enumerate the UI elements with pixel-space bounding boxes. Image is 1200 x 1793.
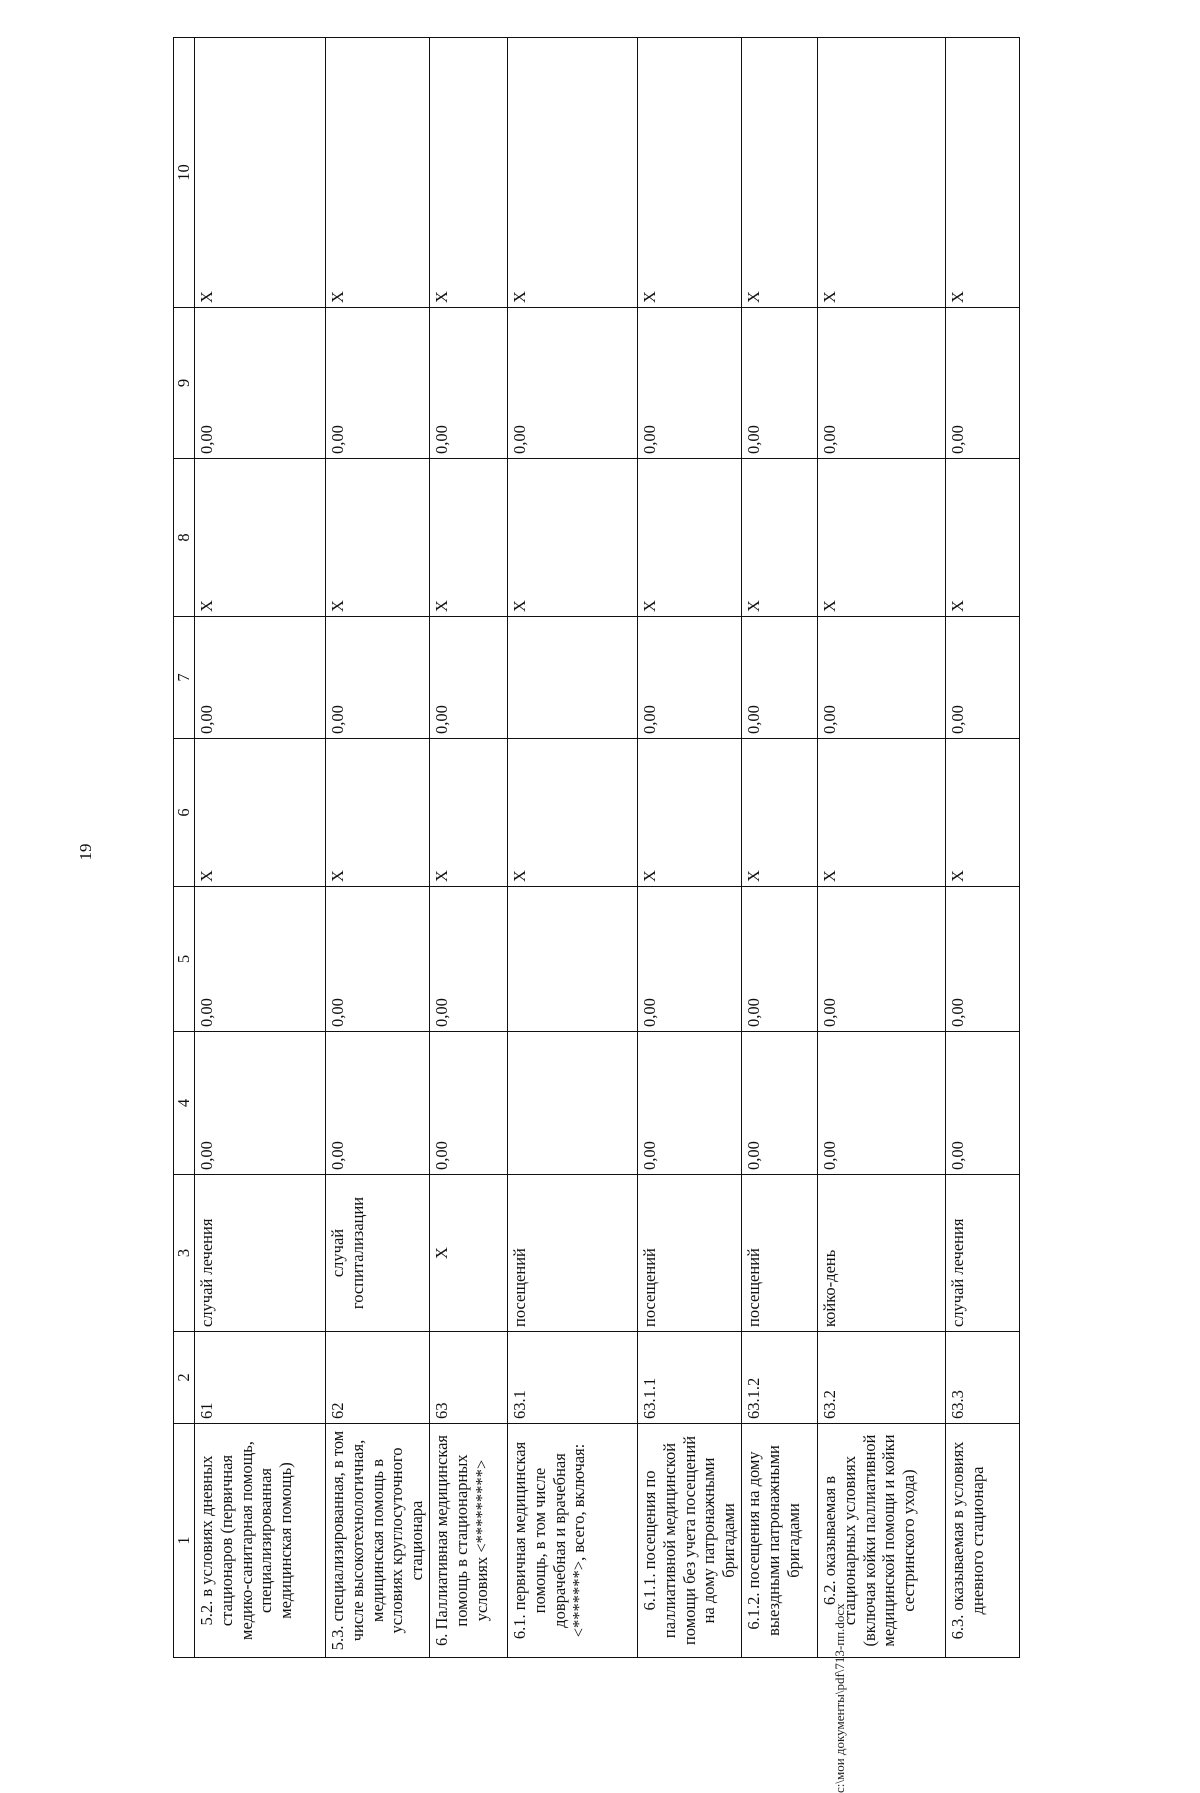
value-cell: X xyxy=(507,739,637,887)
row-label: 5.3. специализированная, в том числе высокотехнологичная, медицинская помощь в условиях круглосуточного стационара xyxy=(326,1424,430,1658)
table-row xyxy=(945,38,1019,1658)
row-code: 63.1.2 xyxy=(741,1332,817,1424)
row-code: 63.3 xyxy=(945,1332,1019,1424)
value-cell: 0,00 xyxy=(195,887,326,1032)
value-cell: X xyxy=(817,38,945,308)
column-header: 1 xyxy=(174,1424,195,1658)
value-cell: 0,00 xyxy=(945,1032,1019,1175)
row-code: 63.1 xyxy=(507,1332,637,1424)
value-cell: X xyxy=(637,459,741,617)
unit-cell: случай лечения xyxy=(195,1175,326,1332)
value-cell: 0,00 xyxy=(326,1032,430,1175)
unit-cell: случай госпитализации xyxy=(326,1175,430,1332)
row-code: 61 xyxy=(195,1332,326,1424)
value-cell xyxy=(507,887,637,1032)
row-label: 6.3. оказываемая в условиях дневного стационара xyxy=(945,1424,1019,1658)
value-cell: 0,00 xyxy=(637,308,741,459)
value-cell: X xyxy=(637,739,741,887)
value-cell xyxy=(507,617,637,739)
unit-cell: койко-день xyxy=(817,1175,945,1332)
value-cell: X xyxy=(195,739,326,887)
table-row xyxy=(326,38,430,1658)
row-label: 6. Паллиативная медицинская помощь в стационарных условиях <*********> xyxy=(429,1424,507,1658)
value-cell: 0,00 xyxy=(741,617,817,739)
value-cell: X xyxy=(741,459,817,617)
value-cell: 0,00 xyxy=(741,1032,817,1175)
row-label: 6.1.1. посещения по паллиативной медицинской помощи без учета посещений на дому патронажными бригадами xyxy=(637,1424,741,1658)
value-cell: 0,00 xyxy=(195,1032,326,1175)
value-cell: X xyxy=(945,739,1019,887)
column-header: 9 xyxy=(174,308,195,459)
row-code: 62 xyxy=(326,1332,430,1424)
table-row xyxy=(507,38,637,1658)
unit-cell: посещений xyxy=(507,1175,637,1332)
column-header: 7 xyxy=(174,617,195,739)
value-cell xyxy=(507,1032,637,1175)
value-cell: 0,00 xyxy=(945,617,1019,739)
rotated-table-frame xyxy=(173,38,1020,1658)
column-header: 8 xyxy=(174,459,195,617)
row-label: 6.2. оказываемая в стационарных условиях (включая койки паллиативной медицинской помощи и койки сестринского ухода) xyxy=(817,1424,945,1658)
row-code: 63.2 xyxy=(817,1332,945,1424)
value-cell: 0,00 xyxy=(817,308,945,459)
column-header: 6 xyxy=(174,739,195,887)
value-cell: X xyxy=(741,38,817,308)
table-row xyxy=(741,38,817,1658)
row-label: 6.1.2. посещения на дому выездными патронажными бригадами xyxy=(741,1424,817,1658)
row-code: 63.1.1 xyxy=(637,1332,741,1424)
unit-cell: X xyxy=(429,1175,507,1332)
table-area xyxy=(173,38,1020,1658)
value-cell: X xyxy=(429,739,507,887)
value-cell: X xyxy=(817,739,945,887)
value-cell: 0,00 xyxy=(741,887,817,1032)
column-header: 5 xyxy=(174,887,195,1032)
value-cell: 0,00 xyxy=(429,617,507,739)
page-number: 19 xyxy=(76,843,95,861)
column-header: 4 xyxy=(174,1032,195,1175)
row-label: 6.1. первичная медицинская помощь, в том числе доврачебная и врачебная <*******>, всего, включая: xyxy=(507,1424,637,1658)
table-row xyxy=(637,38,741,1658)
unit-cell: посещений xyxy=(741,1175,817,1332)
column-header: 2 xyxy=(174,1332,195,1424)
value-cell: X xyxy=(945,459,1019,617)
value-cell: X xyxy=(195,459,326,617)
value-cell: X xyxy=(195,38,326,308)
column-header: 10 xyxy=(174,38,195,308)
value-cell: 0,00 xyxy=(945,887,1019,1032)
value-cell: 0,00 xyxy=(637,887,741,1032)
value-cell: 0,00 xyxy=(741,308,817,459)
value-cell: 0,00 xyxy=(195,308,326,459)
column-header: 3 xyxy=(174,1175,195,1332)
value-cell: X xyxy=(429,459,507,617)
unit-cell: посещений xyxy=(637,1175,741,1332)
value-cell: X xyxy=(945,38,1019,308)
value-cell: X xyxy=(637,38,741,308)
value-cell: X xyxy=(429,38,507,308)
data-table xyxy=(173,37,1020,1658)
value-cell: 0,00 xyxy=(429,1032,507,1175)
value-cell: X xyxy=(326,739,430,887)
value-cell: 0,00 xyxy=(945,308,1019,459)
value-cell: 0,00 xyxy=(429,308,507,459)
value-cell: 0,00 xyxy=(326,617,430,739)
value-cell: 0,00 xyxy=(817,887,945,1032)
value-cell: X xyxy=(817,459,945,617)
unit-cell: случай лечения xyxy=(945,1175,1019,1332)
value-cell: 0,00 xyxy=(637,617,741,739)
value-cell: 0,00 xyxy=(195,617,326,739)
value-cell: X xyxy=(507,38,637,308)
table-row xyxy=(195,38,326,1658)
value-cell: 0,00 xyxy=(429,887,507,1032)
footer-file-path: c:\мои документы\pdf\713-пп.docx xyxy=(832,1603,847,1793)
value-cell: X xyxy=(741,739,817,887)
value-cell: 0,00 xyxy=(817,617,945,739)
value-cell: 0,00 xyxy=(326,308,430,459)
value-cell: 0,00 xyxy=(817,1032,945,1175)
value-cell: 0,00 xyxy=(326,887,430,1032)
value-cell: X xyxy=(507,459,637,617)
value-cell: 0,00 xyxy=(637,1032,741,1175)
value-cell: X xyxy=(326,38,430,308)
row-code: 63 xyxy=(429,1332,507,1424)
value-cell: X xyxy=(326,459,430,617)
row-label: 5.2. в условиях дневных стационаров (первичная медико-санитарная помощь, специализированная медицинская помощь) xyxy=(195,1424,326,1658)
table-row xyxy=(429,38,507,1658)
value-cell: 0,00 xyxy=(507,308,637,459)
table-header-row xyxy=(174,38,195,1658)
